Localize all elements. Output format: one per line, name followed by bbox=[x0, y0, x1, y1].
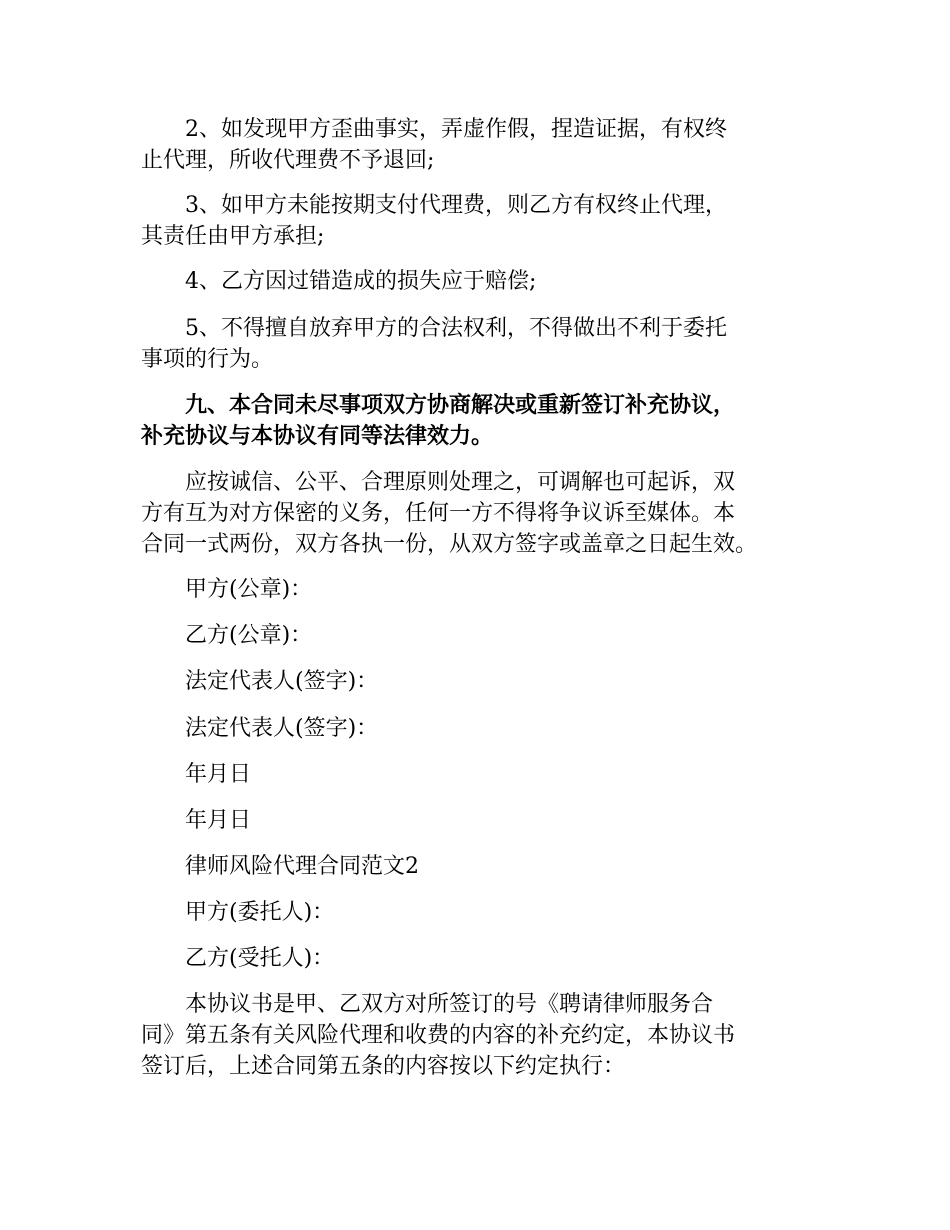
date-line-a: 年月日 bbox=[185, 762, 252, 787]
party-a-principal: 甲方(委托人)： bbox=[185, 900, 335, 925]
clause-5-line-1: 5、不得擅自放弃甲方的合法权利，不得做出不利于委托 bbox=[185, 316, 727, 341]
clause-3-line-1: 3、如甲方未能按期支付代理费，则乙方有权终止代理， bbox=[185, 193, 727, 218]
clause-4: 4、乙方因过错造成的损失应于赔偿; bbox=[185, 269, 537, 294]
section-nine-heading-line-1: 九、本合同未尽事项双方协商解决或重新签订补充协议， bbox=[185, 392, 736, 418]
clause-2-line-2: 止代理，所收代理费不予退回; bbox=[141, 148, 435, 173]
clause-5-line-2: 事项的行为。 bbox=[141, 347, 274, 372]
date-line-b: 年月日 bbox=[185, 808, 252, 833]
party-b-seal: 乙方(公章)： bbox=[185, 623, 313, 648]
second-contract-title: 律师风险代理合同范文2 bbox=[185, 854, 419, 879]
legal-representative-signature-b: 法定代表人(签字)： bbox=[185, 716, 379, 741]
dispute-paragraph-line-2: 方有互为对方保密的义务，任何一方不得将争议诉至媒体。本 bbox=[141, 501, 736, 526]
dispute-paragraph-line-3: 合同一式两份，双方各执一份，从双方签字或盖章之日起生效。 bbox=[141, 532, 758, 557]
agreement-intro-line-1: 本协议书是甲、乙双方对所签订的号《聘请律师服务合 bbox=[185, 992, 714, 1017]
agreement-intro-line-3: 签订后，上述合同第五条的内容按以下约定执行： bbox=[141, 1054, 626, 1079]
party-b-agent: 乙方(受托人)： bbox=[185, 946, 335, 971]
clause-3-line-2: 其责任由甲方承担; bbox=[141, 224, 325, 249]
clause-2-line-1: 2、如发现甲方歪曲事实，弄虚作假，捏造证据，有权终 bbox=[185, 117, 727, 142]
dispute-paragraph-line-1: 应按诚信、公平、合理原则处理之，可调解也可起诉，双 bbox=[185, 470, 736, 495]
agreement-intro-line-2: 同》第五条有关风险代理和收费的内容的补充约定，本协议书 bbox=[141, 1023, 736, 1048]
section-nine-heading-line-2: 补充协议与本协议有同等法律效力。 bbox=[141, 423, 494, 449]
party-a-seal: 甲方(公章)： bbox=[185, 577, 313, 602]
legal-representative-signature-a: 法定代表人(签字)： bbox=[185, 669, 379, 694]
